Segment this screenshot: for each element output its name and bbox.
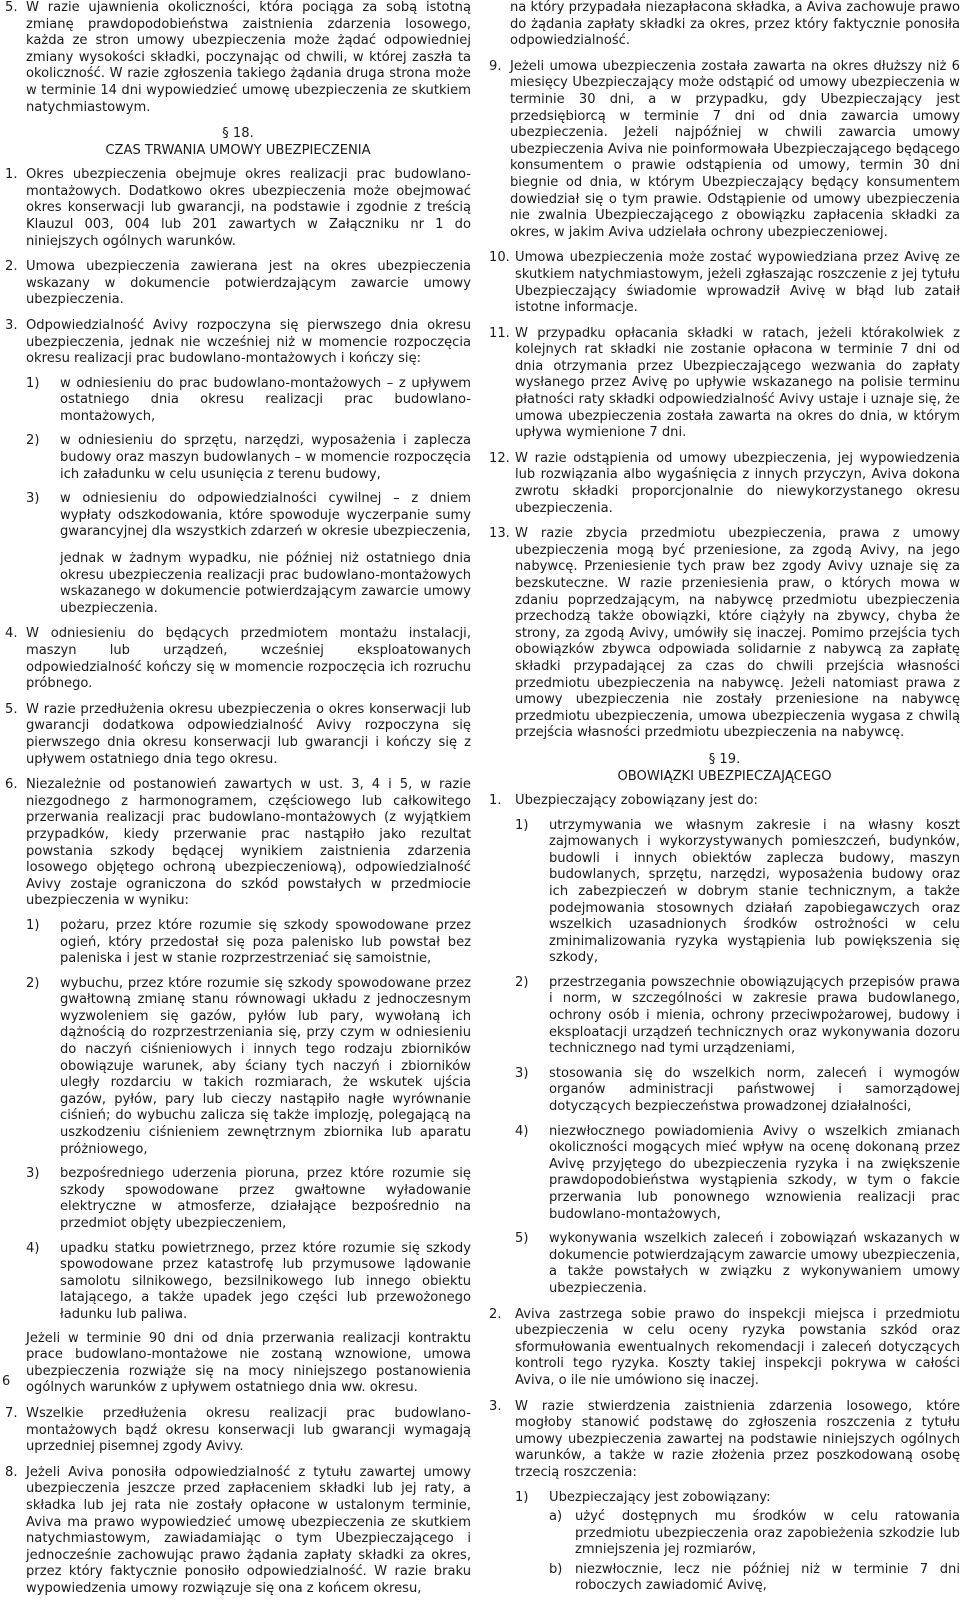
subclause-number: 4) — [26, 1240, 40, 1256]
clause-text: Jeżeli umowa ubezpieczenia została zawarta na okres dłuższy niż 6 miesięcy Ubezpieczający może odstąpić od umowy ubezpieczenia w terminie 30 dni, a w przypadku, gdy Ubezpieczający jest przedsiębiorcą w terminie 7 dni od dnia zawarcia umowy ubezpieczenia. Jeżeli najpóźniej w chwili zawarcia umowy ubezpieczenia Aviva nie poinformowała Ubezpieczającego będącego konsumentem o prawie odstąpienia od umowy, termin 30 dni biegnie od dnia, w którym Ubezpieczający będący konsumentem dowiedział się o tym prawie. Odstąpienie od umowy ubezpieczenia nie zwalnia Ubezpieczającego z obowiązku zapłacenia składki za okres, w jakim Aviva udzielała ochrony ubezpieczeniowej. — [510, 58, 960, 240]
subclause-text: w odniesieniu do sprzętu, narzędzi, wyposażenia i zaplecza budowy oraz maszyn budowlanych – w momencie rozpoczęcia ich załadunku w celu usunięcia z terenu budowy, — [60, 433, 471, 482]
clause-1 — [5, 167, 471, 250]
subclause-3 — [26, 1166, 471, 1232]
clause-5b — [5, 702, 471, 768]
subclause-text: w odniesieniu do odpowiedzialności cywilnej – z dniem wypłaty odszkodowania, które spowoduje wyczerpanie sumy gwarancyjnej dla wszystkich zdarzeń w okresie ubezpieczenia, — [60, 491, 471, 540]
subclause-letter: b) — [549, 1561, 563, 1577]
subclause-number: 2) — [26, 433, 40, 449]
clause-text: Odpowiedzialność Avivy rozpoczyna się pierwszego dnia okresu ubezpieczenia, jednak nie wcześniej niż w momencie rozpoczęcia okresu realizacji prac budowlano-montażowych i kończy się: — [26, 317, 471, 367]
subclause-text: bezpośredniego uderzenia pioruna, przez które rozumie się szkody spowodowane przez gwałtowne wyładowanie elektryczne w atmosferze, działające bezpośrednio na przedmiot objęty ubezpieczeniem, — [60, 1166, 471, 1231]
clause-8 — [5, 1465, 471, 1598]
subclause-b — [549, 1562, 960, 1595]
subclause-number: 3) — [515, 1065, 529, 1081]
subclause-text: w odniesieniu do prac budowlano-montażowych – z upływem ostatniego dnia okresu realizacji prac budowlano-montażowych, — [60, 375, 471, 424]
page-number: 6 — [2, 1374, 11, 1389]
subclause-5 — [515, 1231, 960, 1297]
clause-text: W razie zbycia przedmiotu ubezpieczenia, prawa z umowy ubezpieczenia mogą być przeniesione, za zgodą Avivy, na jego nabywcę. Przeniesienie tych praw bez zgody Avivy uznaje się za bezskuteczne. W razie przeniesienia praw, o których mowa w zdaniu poprzedzającym, na nabywcę przedmiotu ubezpieczenia przechodzą także obowiązki, które ciążyły na zbywcy, chyba że strony, za zgodą Avivy, umówiły się inaczej. Pomimo przejścia tych obowiązków zbywca odpowiada solidarnie z nabywcą za zapłatę składki przypadającej za czas do chwili przejścia własności przedmiotu ubezpieczenia na nabywcę. Jeżeli natomiast prawa z umowy ubezpieczenia nie zostały przeniesione na nabywcę przedmiotu ubezpieczenia, umowa ubezpieczenia wygasa z chwilą przejścia własności przedmiotu ubezpieczenia na nabywcę. — [515, 526, 960, 741]
clause-number: 9. — [489, 58, 502, 74]
left-column — [5, 0, 471, 1606]
subclause-2 — [515, 975, 960, 1058]
subclause-text: przestrzegania powszechnie obowiązujących przepisów prawa i norm, w szczególności w zakresie prawa budowlanego, ochrony osób i mienia, ochrony przeciwpożarowej, budowy i eksploatacji urządzeń technicznych oraz wykonywania dozoru technicznego nad tymi urządzeniami, — [549, 974, 960, 1057]
clause-6-closing: Jeżeli w terminie 90 dni od dnia przerwania realizacji kontraktu prace budowlano-montażowe nie zostaną wznowione, umowa ubezpieczenia rozwiąże się na mocy niniejszego postanowienia ogólnych warunków z upływem ostatniego dnia ww. okresu. — [26, 1330, 471, 1396]
subclause-number: 5) — [515, 1231, 529, 1247]
clause-6 — [5, 777, 471, 1397]
subclause-number: 1) — [515, 1489, 529, 1505]
clause-2 — [5, 259, 471, 309]
subclause-text: Ubezpieczający jest zobowiązany: — [549, 1489, 771, 1505]
section-19-title: OBOWIĄZKI UBEZPIECZAJĄCEGO — [617, 768, 832, 784]
clause-number: 11. — [489, 325, 510, 341]
clause-text: Aviva zastrzega sobie prawo do inspekcji miejsca i przedmiotu ubezpieczenia w celu oceny ryzyka powstania szkód oraz sformułowania ewentualnych rekomendacji i zaleceń dotyczących kontroli tego ryzyka. Koszty takiej inspekcji pokrywa w całości Aviva, o ile nie umówiono się inaczej. — [515, 1306, 960, 1388]
clause-number: 7. — [5, 1405, 18, 1421]
section-19-number: § 19. — [708, 751, 741, 767]
clause-number: 2. — [5, 259, 18, 275]
clause-number: 5. — [5, 701, 18, 717]
subclause-text: stosowania się do wszelkich norm, zaleceń i wymogów organów administracji państwowej i samorządowej dotyczących bezpieczeństwa prowadzonej działalności, — [549, 1065, 960, 1115]
clause-number: 1. — [489, 792, 502, 808]
subclause-text: utrzymywania we własnym zakresie i na własny koszt zajmowanych i wykorzystywanych pomieszczeń, budynków, budowli i innych obiektów zaplecza budowy, maszyn budowlanych, sprzętu, narzędzi, wyposażenia budowy oraz ich zabezpieczeń w dobrym stanie technicznym, a także podejmowania stosownych działań zapobiegawczych oraz wszelkich uzasadnionych środków ostrożności w celu zminimalizowania ryzyka wystąpienia lub powiększenia się szkody, — [549, 817, 960, 966]
subclause-number: 2) — [515, 974, 529, 990]
clause-9 — [489, 59, 960, 242]
clause-text: W razie ujawnienia okoliczności, która pociąga za sobą istotną zmianę prawdopodobieństwa zaistnienia zdarzenia losowego, każda ze stron umowy ubezpieczenia może żądać odpowiedniej zmiany wysokości składki, poczynając od chwili, w której zaszła ta okoliczność. W razie zgłoszenia takiego żądania druga strona może w terminie 14 dni wypowiedzieć umowę ubezpieczenia ze skutkiem natychmiastowym. — [26, 0, 471, 115]
subclause-text: wykonywania wszelkich zaleceń i zobowiązań wskazanych w dokumencie potwierdzającym zawarcie umowy ubezpieczenia, a także powstałych w związku z wykonywaniem umowy ubezpieczenia. — [549, 1231, 960, 1296]
clause-7 — [5, 1406, 471, 1456]
clause-number: 2. — [489, 1306, 502, 1322]
subclause-1 — [515, 1490, 960, 1596]
clause-8-continued — [489, 0, 960, 50]
clause-text: Niezależnie od postanowień zawartych w ust. 3, 4 i 5, w razie niezgodnego z harmonogramem, częściowego lub całkowitego przerwania realizacji prac budowlano-montażowych (z wyjątkiem przypadków, kiedy przerwanie prac nastąpiło jako rezultat powstania szkody będącej wynikiem zaistnienia zdarzenia losowego objętego ochroną ubezpieczeniową), odpowiedzialność Avivy zostaje ograniczona do szkód powstałych w przedmiocie ubezpieczenia w wyniku: — [26, 777, 471, 909]
clause-text: Ubezpieczający zobowiązany jest do: — [515, 792, 758, 808]
subclause-1 — [515, 818, 960, 967]
clause-text: W razie odstąpienia od umowy ubezpieczenia, jej wypowiedzenia lub rozwiązania albo wygaśnięcia z innych przyczyn, Aviva dokona zwrotu składki proporcjonalnie do niewykorzystanego okresu ubezpieczenia. — [515, 450, 960, 516]
clause-number: 1. — [5, 167, 18, 183]
subclause-number: 2) — [26, 975, 40, 991]
clause-text: Umowa ubezpieczenia zawierana jest na okres ubezpieczenia wskazany w dokumencie potwierdzającym zawarcie umowy ubezpieczenia. — [26, 259, 471, 308]
clause-number: 8. — [5, 1464, 18, 1480]
clause-text: W razie stwierdzenia zaistnienia zdarzenia losowego, które mogłoby stanowić podstawę do zgłoszenia roszczenia z tytułu umowy ubezpieczenia zawartej na podstawie niniejszych ogólnych warunków, a także w razie złożenia przez poszkodowaną osobę trzecią roszczenia: — [515, 1398, 960, 1480]
clause-text: Wszelkie przedłużenia okresu realizacji prac budowlano-montażowych bądź okresu konserwacji lub gwarancji wymagają uprzedniej pisemnej zgody Avivy. — [26, 1405, 471, 1455]
clause-text: W razie przedłużenia okresu ubezpieczenia o okres konserwacji lub gwarancji dodatkowa odpowiedzialność Avivy rozpoczyna się pierwszego dnia okresu konserwacji lub gwarancji i kończy się z upływem ostatniego dnia tego okresu. — [26, 701, 471, 767]
clause-3 — [5, 318, 471, 618]
clause-12 — [489, 451, 960, 517]
section-18-title: CZAS TRWANIA UMOWY UBEZPIECZENIA — [105, 143, 371, 159]
clause-number: 12. — [489, 450, 510, 466]
clause-13 — [489, 526, 960, 742]
subclause-2 — [26, 433, 471, 483]
subclause-3 — [26, 491, 471, 541]
clause-text: Okres ubezpieczenia obejmuje okres realizacji prac budowlano-montażowych. Dodatkowo okres ubezpieczenia może obejmować okres konserwacji lub gwarancji, na podstawie i zgodnie z treścią Klauzul 003, 004 lub 201 zawartych w Załączniku nr 1 do niniejszych ogólnych warunków. — [26, 167, 471, 249]
clause-text: na który przypadała niezapłacona składka, a Aviva zachowuje prawo do żądania zapłaty składki za okres, przez który faktycznie ponosiła odpowiedzialność. — [510, 0, 960, 49]
clause-1 — [489, 793, 960, 1298]
clause-number: 3. — [489, 1398, 502, 1414]
subclause-text: upadku statku powietrznego, przez które rozumie się szkody spowodowane przez katastrofę lub przymusowe lądowanie samolotu silnikowego, bezsilnikowego lub innego obiektu latającego, a także upadek jego części lub przewożonego ładunku lub paliwa. — [60, 1240, 471, 1322]
clause-number: 3. — [5, 317, 18, 333]
subclause-a — [549, 1509, 960, 1559]
subclause-number: 1) — [26, 917, 40, 933]
subclause-text: pożaru, przez które rozumie się szkody spowodowane przez ogień, który przedostał się poza palenisko lub powstał bez paleniska i jest w stanie rozprzestrzeniać się samoistnie, — [60, 917, 471, 967]
subclause-text: niezwłocznie, lecz nie później niż w terminie 7 dni roboczych zawiadomić Avivę, — [575, 1561, 960, 1594]
subclause-2 — [26, 976, 471, 1159]
subclause-number: 4) — [515, 1123, 529, 1139]
clause-text: W przypadku opłacania składki w ratach, jeżeli którakolwiek z kolejnych rat składki nie zostanie opłacona w terminie 7 dni od dnia otrzymania przez Ubezpieczającego wezwania do zapłaty wysłanego przez Avivę po upływie wskazanego na polisie terminu płatności raty składki odpowiedzialność Avivy ustaje i uznaje się, że umowa ubezpieczenia została zawarta na okres do dnia, w którym upływa wymienione 7 dni. — [515, 325, 960, 441]
subclause-number: 3) — [26, 1166, 40, 1182]
clause-2 — [489, 1307, 960, 1390]
section-18-number: § 18. — [222, 126, 254, 142]
subclause-text: użyć dostępnych mu środków w celu ratowania przedmiotu ubezpieczenia oraz zapobieżenia szkodzie lub zmniejszenia jej rozmiarów, — [575, 1509, 960, 1558]
clause-text: Jeżeli Aviva ponosiła odpowiedzialność z tytułu zawartej umowy ubezpieczenia jeszcze przed zapłaceniem składki lub jej raty, a składka lub jej rata nie zostały opłacone w ustalonym terminie, Aviva ma prawo wypowiedzieć umowę ubezpieczenia ze skutkiem natychmiastowym, zawiadamiając o tym Ubezpieczającego i jednocześnie zachowując prawo żądania zapłaty składki za okres, przez który faktycznie ponosiło odpowiedzialność. W razie braku wypowiedzenia umowy rozwiązuje się ona z końcem okresu, — [26, 1464, 471, 1596]
clause-number: 6. — [5, 777, 18, 793]
subclause-4 — [26, 1241, 471, 1324]
clause-5 — [5, 0, 471, 116]
clause-number: 5. — [5, 0, 18, 15]
subclause-text: niezwłocznego powiadomienia Avivy o wszelkich zmianach okoliczności mogących mieć wpływ na ocenę dokonaną przez Avivę przyjętego do ubezpieczenia ryzyka i na zwiększenie prawdopodobieństwa wystąpienia szkody, w tym o fakcie przerwania lub ponownego wznowienia realizacji prac budowlano-montażowych, — [549, 1123, 960, 1222]
subclause-4 — [515, 1124, 960, 1224]
clause-4 — [5, 626, 471, 692]
clause-3 — [489, 1399, 960, 1596]
subclause-number: 1) — [515, 817, 529, 833]
subclause-text: wybuchu, przez które rozumie się szkody spowodowane przez gwałtowną zmianę stanu równowagi układu z jednoczesnym wyzwoleniem się gazów, pyłów lub pary, wywołaną ich dążnością do rozprzestrzeniania się, przy czym w odniesieniu do naczyń ciśnieniowych i innych tego rodzaju zbiorników obowiązuje warunek, aby ściany tych naczyń i zbiorników uległy rozdarciu w takich rozmiarach, że wskutek ujścia gazów, pyłów, pary lub cieczy nastąpiło nagłe wyrównanie ciśnień; do wybuchu zalicza się także implozję, polegającą na uszkodzeniu ciśnieniem zewnętrznym zbiornika lub aparatu próżniowego, — [60, 975, 471, 1157]
subclause-number: 1) — [26, 375, 40, 391]
subclause-letter: a) — [549, 1509, 563, 1525]
subclause-1 — [26, 918, 471, 968]
clause-number: 4. — [5, 626, 18, 642]
clause-number: 13. — [489, 526, 510, 542]
subclause-number: 3) — [26, 491, 40, 507]
subclause-3 — [515, 1066, 960, 1116]
right-column — [489, 0, 960, 1604]
clause-text: Umowa ubezpieczenia może zostać wypowiedziana przez Avivę ze skutkiem natychmiastowym, jeżeli zgłaszając roszczenie z jej tytułu Ubezpieczający świadomie wprowadził Avivę w błąd lub zataił istotne informacje. — [515, 250, 960, 316]
subclause-1 — [26, 376, 471, 426]
clause-number: 10. — [489, 250, 510, 266]
clause-text: W odniesieniu do będących przedmiotem montażu instalacji, maszyn lub urządzeń, wcześniej eksploatowanych odpowiedzialność kończy się w momencie rozpoczęcia ich rozruchu próbnego. — [26, 626, 471, 692]
clause-3-closing: jednak w żadnym wypadku, nie później niż ostatniego dnia okresu ubezpieczenia realizacji prac budowlano-montażowych wskazanego w dokumencie potwierdzającym zawarcie umowy ubezpieczenia. — [60, 551, 471, 616]
clause-11 — [489, 326, 960, 442]
clause-10 — [489, 250, 960, 316]
